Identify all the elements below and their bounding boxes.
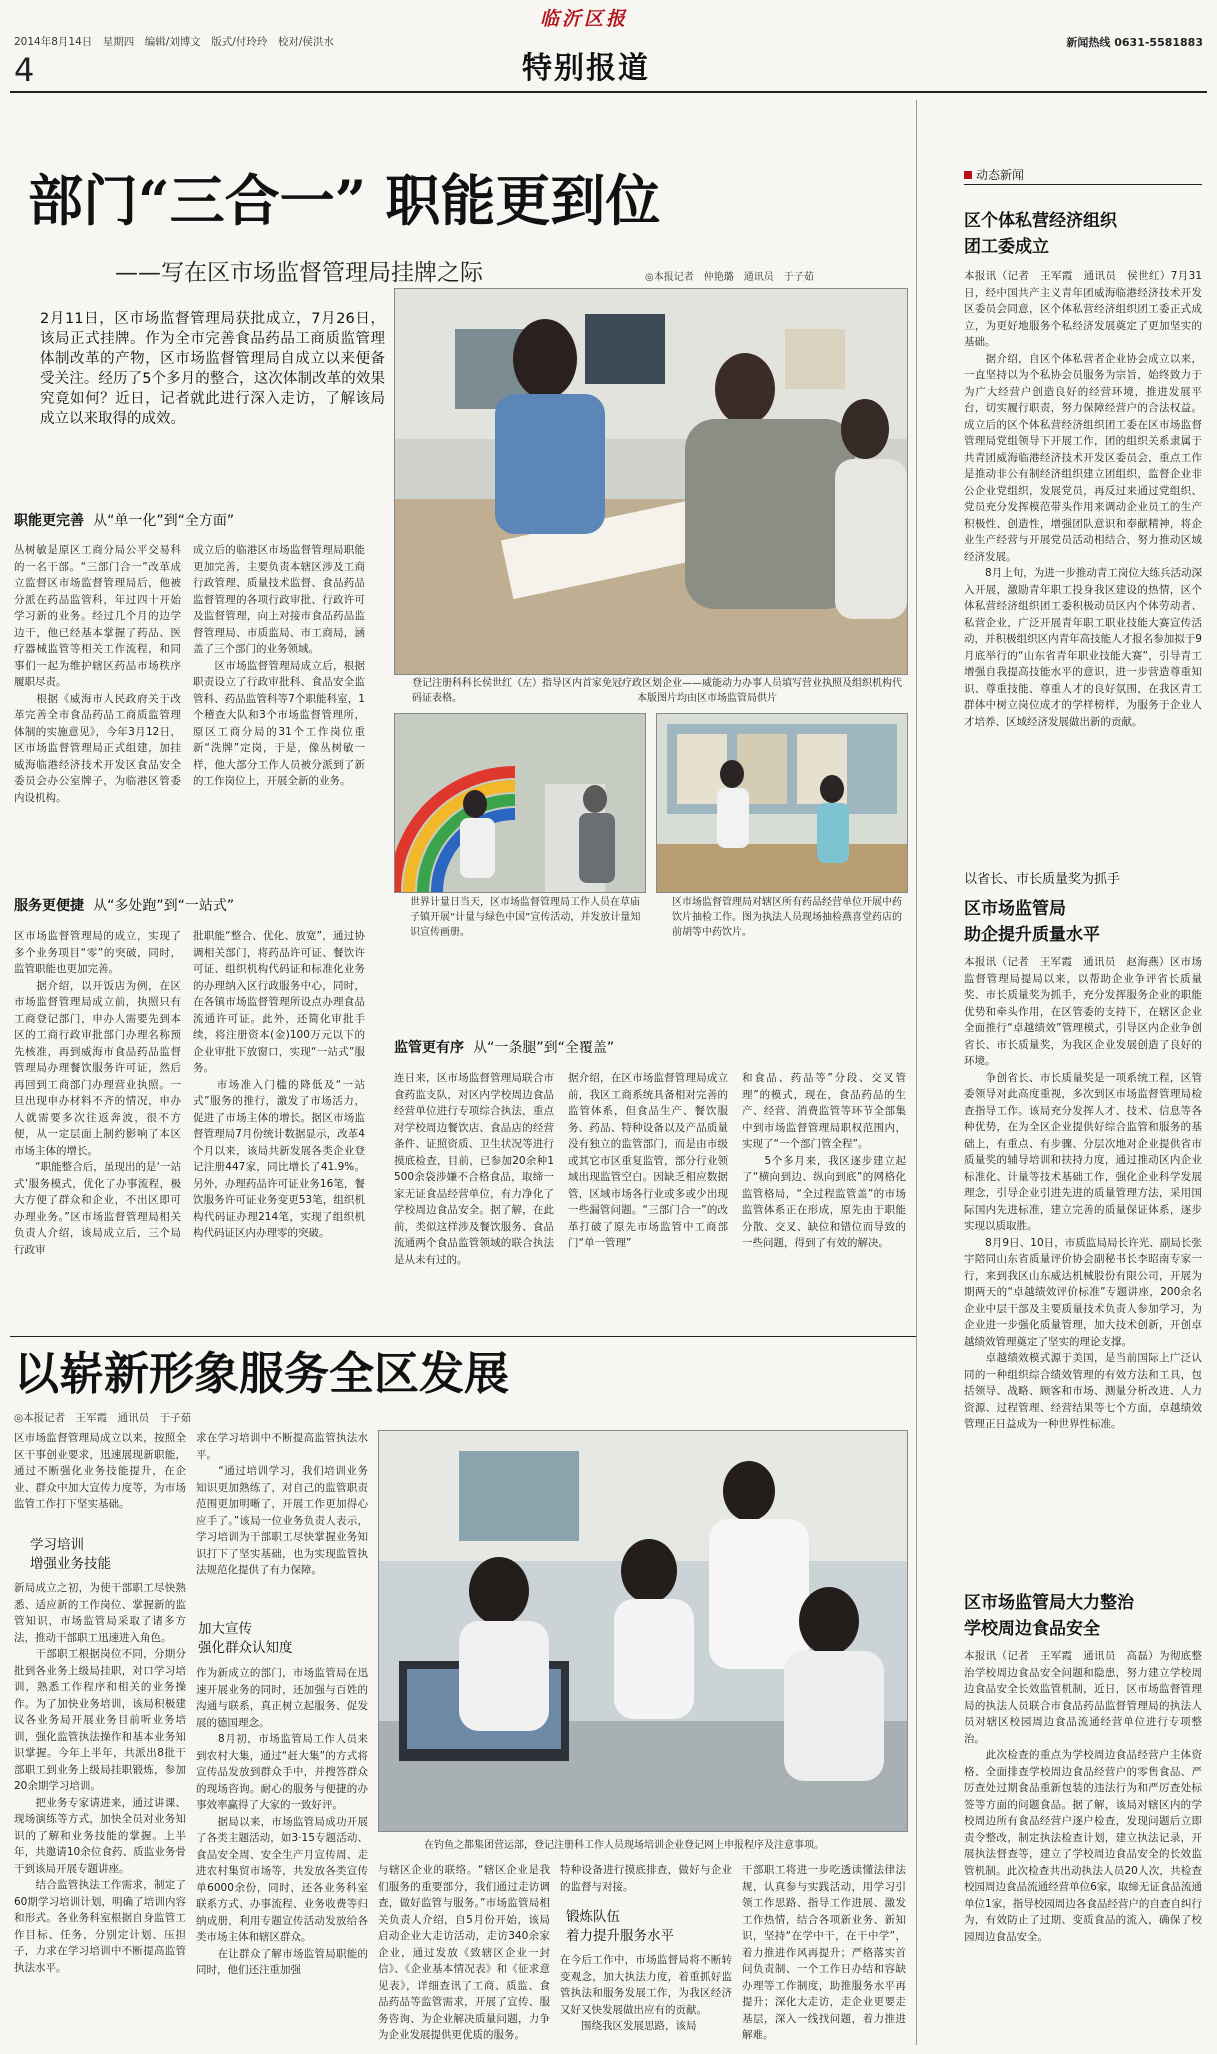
lead-photo3-caption: 区市场监督管理局对辖区所有药品经营单位开展中药饮片抽检工作。图为执法人员现场抽检燕喜堂药店的前胡等中药饮片。	[672, 897, 902, 938]
masthead-paper-name: 临沂区报	[540, 8, 629, 30]
sidebar-divider	[916, 100, 917, 2045]
lead-sec3-col2: 据介绍，在区市场监督管理局成立前，我区工商系统具备相对完善的监管体系，但食品生产、餐饮服务、药品、特种设备以及产品质量没有独立的监管部门，而是由市级或其它市区重复监管，部分行业领域出现监管空白。因缺乏相应数据管，区域市场各行业或多或少出现一些漏管问题。“三部门合一”的改革打破了原先市场监管中工商部门“单一管理”	[568, 1072, 728, 1249]
lead-sec1-col1: 丛树敏是原区工商分局公平交易科的一名干部。“三部门合一”改革成立监督区市场监督管理局后，他被分派在药品监管科，年过四十开始学习新的业务。经过几个月的边学边干，他已经基本掌握了药品、医疗器械监管等相关工作流程，和同事们一起为维护辖区药品市场秩序履职尽责。 根据《威海市人民政府关于改革完善全市食品药品工商质监管理体制的实施意见》，今年3月12日，区市场监督管理局正式组建，加挂威海临港经济技术开发区食品安全委员会办公室牌子，为临港区管委内设机构。	[14, 544, 181, 804]
lead-sec2-label: 服务更便捷	[14, 898, 84, 914]
second-sub2: 加大宣传 强化群众认知度	[198, 1621, 293, 1656]
sidebar-a2-body: 本报讯（记者 王军霞 通讯员 赵海燕）区市场监督管理局提局以来，以帮助企业争评省长质量奖、市长质量奖为抓手，充分发挥服务企业的职能优势和牵头作用，在区管委的支持下，在辖区企业全面推行“卓越绩效”管理模式，引导区内企业争创省长、市长质量奖，为我区企业发展创造了良好的环境。 争创省长、市长质量奖是一项系统工程，区管委领导对此高度重视，多次到区市场监督管理局检查指导工作。该局充分发挥人才、技术、信息等各种优势，在为全区企业提供好综合监管和服务的基础上，有重点、有步骤、分层次地对企业提供省市质量奖的辅导培训和扶持力度，通过推动区内企业标准化、计量等技术基础工作，强化企业科学发展理念，引导企业引进先进的质量管理方法，采用国际国内先进标准，建立完善的质量保证体系，逐步实现以质取胜。 8月9日、10日，市质监局局长许光、副局长张宇陪同山东省质量评价协会副秘书长李昭南专家一行，来到我区山东威达机械股份有限公司，开展为期两天的“卓越绩效评价标准”专题讲座，200余名企业中层干部及主要质量技术负责人参加学习，为企业进一步强化质量管理，加大技术创新，开创卓越绩效管理奠定了坚实的理论支撑。 卓越绩效模式源于美国，是当前国际上广泛认同的一种组织综合绩效管理的有效方法和工具，包括领导、战略、顾客和市场、测量分析改进、人力资源、过程管理、经营结果等七个方面，卓越绩效管理正日益成为一种世界性标准。	[964, 956, 1202, 1430]
masthead-rule	[10, 91, 1207, 93]
lead-sec2-col1: 区市场监督管理局的成立，实现了多个业务项目“零”的突破，同时，监管职能也更加完善。 据介绍，以开饭店为例，在区市场监督管理局成立前，执照只有工商登记部门，申办人需要先到本区的工商行政审批部门办理名称预先核准，再到威海市食品药品监督管理局办理餐饮服务许可证，然后再回到工商部门办理营业执照。一旦出现申办材料不齐的情况，申办人就需要多次往返奔波，很不方便，从一定层面上制约影响了本区市场主体的增长。 “职能整合后，虽现出的是‘一站式’服务模式，优化了办事流程，极大方便了群众和企业，不出区即可办理业务。”区市场监督管理局相关负责人介绍，该局成立后，三个局行政审	[14, 930, 181, 1256]
lead-sec2-title: 从“多处跑”到“一站式”	[93, 898, 235, 914]
section-title: 特别报道	[522, 51, 650, 86]
sidebar-a3-title: 区市场监管局大力整治 学校周边食品安全	[964, 1593, 1134, 1639]
sidebar-label-row	[964, 164, 1024, 183]
lead-sec3-label: 监管更有序	[394, 1040, 464, 1056]
second-sub3: 锻炼队伍 着力提升服务水平	[566, 1909, 674, 1944]
second-col1-intro: 区市场监督管理局成立以来，按照全区干事创业要求，迅速展现新职能，通过不断强化业务技能提升，在企业、群众中加大宣传力度等，为市场监管工作打下坚实基础。	[14, 1432, 186, 1510]
masthead-date-line: 2014年8月14日 星期四 编辑/刘博文 版式/付玲玲 校对/侯洪水	[14, 36, 334, 48]
second-title: 以崭新形象服务全区发展	[14, 1347, 510, 1400]
lead-photo-registration	[394, 288, 908, 675]
second-photo-training	[378, 1430, 908, 1832]
second-col2-body2: 作为新成立的部门，市场监管局在迅速开展业务的同时，还加强与百姓的沟通与联系，真正树立起服务、促发展的德国理念。 8月初，市场监管局工作人员来到农村大集，通过“赶大集”的方式将宣传品发放到群众手中，并搜答群众的现场咨询。耐心的服务与便捷的办事效率赢得了大家的一致好评。 据局以来，市场监管局成功开展了各类主题活动，如3·15专题活动、食品安全周、安全生产月宣传周、走进农村集贸市场等，共发放各类宣传单6000余份，同时，还各业务科室联系方式、办事流程、业务收费等归纳成册，利用专题宣传活动发放给各类市场主体和辖区群众。 在让群众了解市场监管局职能的同时，他们还注重加强	[196, 1667, 368, 1976]
sidebar-a2-title: 区市场监管局 助企提升质量水平	[964, 899, 1100, 945]
lead-sec1-header	[14, 510, 384, 530]
second-col2-body: 求在学习培训中不断提高监管执法水平。 “通过培训学习，我们培训业务知识更加熟练了，对自己的监管职责范围更加明晰了，开展工作更加得心应手了。”该局一位业务负责人表示，学习培训为干部职工尽快掌握业务知识打下了坚实基础，也为实现监管执法规范化提供了有力保障。	[196, 1432, 368, 1576]
second-col5-body: 干部职工将进一步吃透读懂法律法规，认真参与实践活动，用学习引领工作思路、指导工作进展、激发工作热情，结合各项新业务、新知识，坚持“在学中干，在干中学”，着力推进作风再提升；严格落实首问负责制、一个工作日办结和容缺办理等工作制度，助推服务水平再提升；深化大走访，走企业更要走基层，深入一线找问题，着力推进解难。	[742, 1864, 906, 2041]
lead-sec2-header	[14, 895, 384, 915]
lead-sec2-col2: 批职能“整合、优化、放宽”，通过协调相关部门，将药品许可证、餐饮许可证、组织机构代码证和标准化业务的办理纳入区行政服务中心，同时，在各镇市场监督管理所设点办理食品流通许可证。此外，还简化审批手续，将注册资本(金)100万元以下的企业审批下放窗口，实现“一站式”服务。 市场准入门槛的降低及“一站式”服务的推行，激发了市场活力，促进了市场主体的增长。据区市场监督管理局7月份统计数据显示，改革4个月以来，该局共新发展各类企业登记注册447家，同比增长了41.9%。另外，办理药品许可证业务16笔，餐饮服务许可证业务变更53笔，组织机构代码证办理214笔，实现了组织机构代码证区内办理零的突破。	[193, 930, 365, 1239]
lead-subtitle: ——写在区市场监督管理局挂牌之际	[115, 260, 483, 286]
lead-sec3-header	[394, 1037, 904, 1057]
lead-title: 部门“三合一” 职能更到位	[28, 168, 661, 233]
lead-sec1-col2: 成立后的临港区市场监督管理局职能更加完善，主要负责本辖区涉及工商行政管理、质量技术监督、食品药品监督管理的各项行政审批、行政许可及监督管理，向上对接市食品药品监督管理局、市质监局、市工商局，涵盖了三个部门的业务领域。 区市场监督管理局成立后，根据职责设立了行政审批科、食品安全监管科、药品监管科等7个职能科室，1个稽查大队和3个市场监督管理所，原区工商分局的31个工作岗位重新“洗牌”定岗，于是，像丛树敏一样，他大部分工作人员被分派到了新的工作岗位上，开展全新的业务。	[193, 544, 365, 787]
lead-sec3-col1: 连日来，区市场监督管理局联合市食药监支队，对区内学校周边食品经营单位进行专项综合执法，重点对学校周边餐饮店、食品店的经营条件、证照资质、卫生状况等进行摸底检查，目前，已参加20余种1500余袋涉嫌不合格食品，取缔一家无证食品经营单位，有力净化了学校周边食品安全。据了解，在此前，类似这样涉及餐饮服务、食品流通两个食品监管领域的联合执法是从未有过的。	[394, 1072, 554, 1266]
sidebar-a2-kicker: 以省长、市长质量奖为抓手	[964, 872, 1121, 887]
lead-photo2-caption: 世界计量日当天，区市场监督管理局工作人员在草庙子镇开展“计量与绿色中国”宣传活动，并发放计量知识宣传画册。	[410, 897, 641, 938]
second-col4-body2: 在今后工作中，市场监督局将不断转变观念，加大执法力度，着重抓好监管执法和服务发展工作，为我区经济又好又快发展做出应有的贡献。 围绕我区发展思路，该局	[560, 1954, 732, 2032]
masthead-hotline: 新闻热线 0631-5581883	[1066, 36, 1203, 49]
lead-sec3-col3: 和食品、药品等”分段、交叉管理”的模式，现在，食品药品的生产、经营、消费监管等环节全部集中到市场监督管理局职权范围内，实现了“一个部门管全程”。 5个多月来，我区逐步建立起了“横向到边、纵向到底”的网格化监管格局，“全过程监管盖”的市场监管体系正在形成，原先由于职能分散、交叉、缺位和错位而导致的一些问题，得到了有效的解决。	[742, 1072, 906, 1249]
second-col4-body: 特种设备进行摸底排查，做好与企业的监督与对接。	[560, 1864, 732, 1893]
lead-bottom-rule	[10, 1336, 916, 1337]
sidebar-a3-body: 本报讯（记者 王军霞 通讯员 高磊）为彻底整治学校周边食品安全问题和隐患，努力建立学校周边食品安全长效监管机制，近日，区市场监督管理局的执法人员联合市食品药品监督管理局的执法人员对辖区校园周边食品流通经营单位进行专项整治。 此次检查的重点为学校周边食品经营户主体资格、全面排查学校周边食品经营户的零售食品、严厉查处过期食品重新包装的违法行为和严厉查处标签等方面的问题食品。据了解，该局对辖区内的学校周边所有食品经营户逐户检查，发现问题后立即责令整改，制定执法检查计划，建立执法记录，开展执法督查等，建立了学校周边食品安全的长效监管机制。此次检查共出动执法人员20人次，共检查校园周边食品流通经营单位6家，取缔无证食品流通单位1家，指导校园周边各食品经营户的自查自纠行为，有效防止了过期、变质食品的流入，确保了校园周边食品安全。	[964, 1650, 1202, 1943]
lead-byline: ◎本报记者 仲艳璐 通讯员 于子茹	[645, 272, 814, 283]
sidebar-top-rule	[964, 184, 1202, 185]
second-sub1: 学习培训 增强业务技能	[30, 1537, 111, 1572]
sidebar-label-square-icon	[964, 171, 972, 179]
second-col1-body: 新局成立之初，为使干部职工尽快熟悉、适应新的工作岗位、掌握新的监管知识，市场监管局采取了诸多方法，推动干部职工迅速进入角色。 干部职工根据岗位不同，分期分批到各业务上级局挂职，对口学习培训，熟悉工作程序和相关的业务操作。为了加快业务培训，该局积极建议各业务局开展业务目前听业务培训，强化监管执法操作和基本业务知识掌握。今年上半年，共派出8批干部职工到业务上级局挂职锻炼，参加20余期学习培训。 把业务专家请进来，通过讲课、现场演练等方式，加快全员对业务知识的了解和业务技能的掌握。上半年，共邀请10余位食药、质监业务骨干到该局开展专题讲座。 结合监管执法工作需求，制定了60期学习培训计划，明确了培训内容和形式。各业务科室根据自身监管工作目标、任务，分别定计划、压担子，力求在学习培训中不断提高监管执法水平。	[14, 1582, 186, 1974]
second-photo-caption: 在钓鱼之都集团营运部，登记注册科工作人员现场培训企业登记网上申报程序及注意事项。	[424, 1840, 824, 1851]
second-byline: ◎本报记者 王军霞 通讯员 于子茹	[14, 1412, 192, 1424]
lead-intro: 2月11日，区市场监督管理局获批成立，7月26日，该局正式挂牌。作为全市完善食品药品工商质监管理体制改革的产物，区市场监督管理局自成立以来便备受关注。经历了5个多月的整合，这次体制改革的效果究竟如何？近日，记者就此进行深入走访，了解该局成立以来取得的成效。	[40, 311, 385, 427]
sidebar-a1-body: 本报讯（记者 王军霞 通讯员 侯世红）7月31日，经中国共产主义青年团威海临港经济技术开发区委员会同意，区个体私营经济组织团工委正式成立，为更好地服务个私经济发展奠定了更加坚实的基础。 据介绍，自区个体私营者企业协会成立以来，一直坚持以为个私协会员服务为宗旨，始终致力于为广大经营户创造良好的经营环境，推进发展平台，切实履行职责，努力保障经营户的合法权益。成立后的区个体私营经济组织团工委在区市场监督管理局党组领导下开展工作，团的组织关系隶属于共青团威海临港经济技术开发区委员会，重点工作是推动非公有制经济组织建立团组织，监督企业非公企业党组织，发展党员，再反过来通过党组织、党员充分发挥模范带头作用来调动企业员工的生产积极性、创造性，增强团队意识和奉献精神，将企业生产经营与开展党员活动相结合，努力推动区域经济发展。 8月上旬，为进一步推动青工岗位大练兵活动深入开展，激励青年职工投身我区建设的热情，区个体私营经济组织团工委积极动员区内个体劳动者、私营企业，广泛开展青年职工职业技能大赛宣传活动，并积极组织区内青年高技能人才报名参加拟于9月底举行的“山东省青年职业技能大赛”，引导青工增强自我提高技能水平的意识，进一步营造尊重知识、尊重技能、尊重人才的良好氛围，在我区青工群体中树立岗位成才的学样榜样，为服务于企业人才培养、区域经济发展做出新的贡献。	[964, 270, 1202, 728]
page-number: 4	[14, 51, 35, 89]
second-col3-body: 与辖区企业的联络。“辖区企业是我们服务的重要部分，我们通过走访调查，做好监管与服务。”市场监管局相关负责人介绍，自5月份开始，该局启动企业大走访活动，走访340余家企业，通过发放《致辖区企业一封信》、《企业基本情况表》和《征求意见表》，详细查讯了工商、质监、食品药品等监管需求，开展了宣传、服务咨询、为企业解决质量问题，力争为企业发展提供更优质的服务。	[378, 1864, 550, 2041]
lead-photo1-caption: 登记注册科科长侯世红（左）指导区内首家免冠疗政区划企业——威能动力办事人员填写营业执照及组织机构代码证表格。 本版图片均由区市场监管局供片	[412, 678, 902, 704]
lead-photo-herbal-inspection	[656, 713, 908, 893]
lead-sec1-title: 从“单一化”到“全方面”	[93, 513, 235, 529]
lead-sec3-title: 从“一条腿”到“全覆盖”	[473, 1040, 615, 1056]
sidebar-label: 动态新闻	[976, 168, 1025, 182]
lead-photo-metrology-day	[394, 713, 646, 893]
lead-sec1-label: 职能更完善	[14, 513, 84, 529]
sidebar-a1-title: 区个体私营经济组织 团工委成立	[964, 211, 1117, 257]
